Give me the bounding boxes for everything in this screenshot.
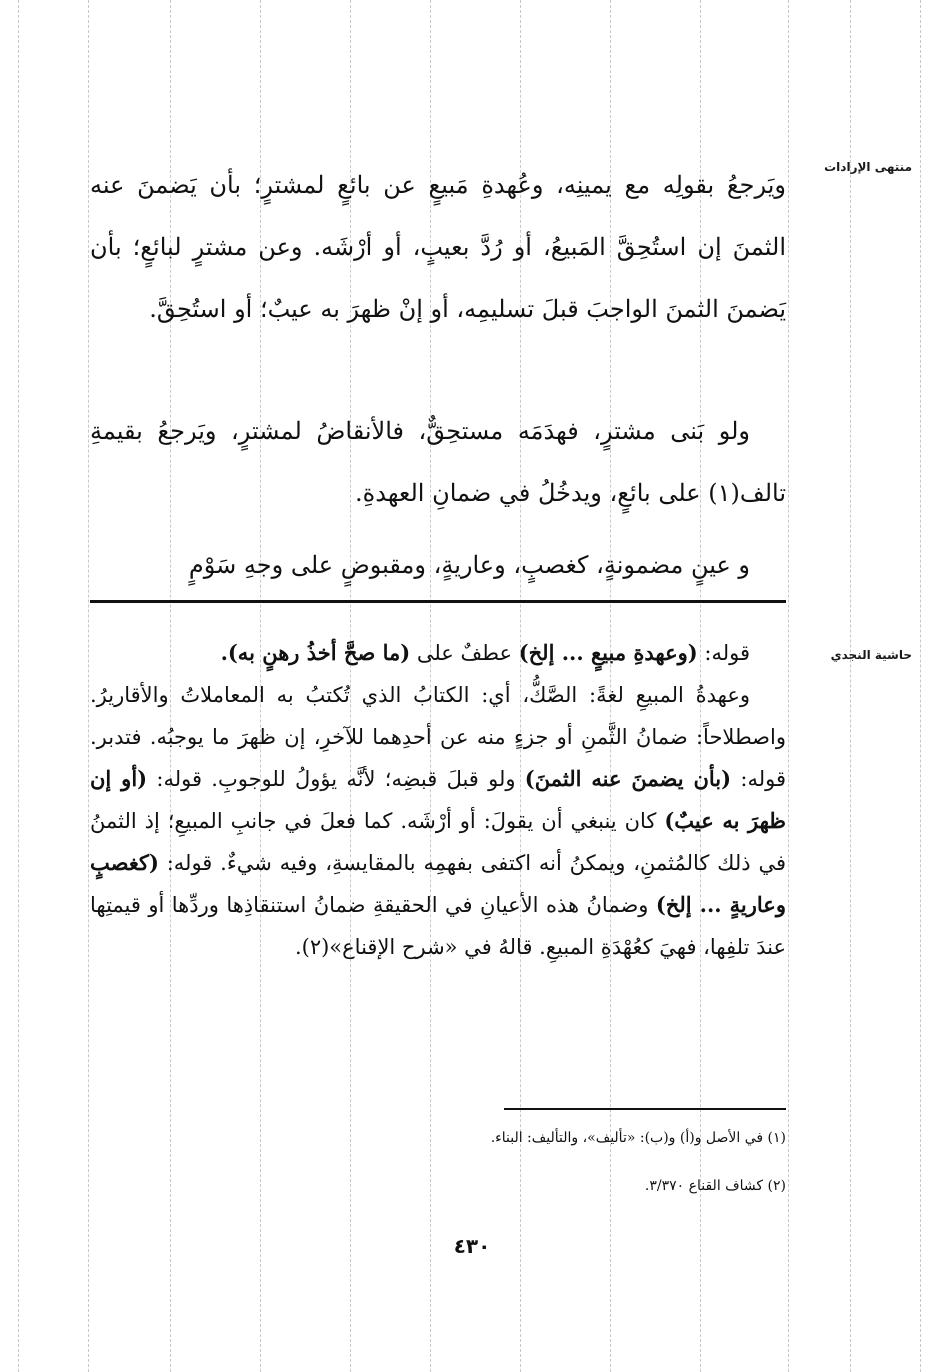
guide-line — [850, 0, 851, 1372]
hashiya-text: وضمانُ هذه الأعيانِ في الحقيقةِ ضمانُ استنقاذِها وردِّها أو قيمتِها عندَ تلفِها، فهيَ كعُهْدَةِ المبيعِ. قالهُ في «شرح الإقناع»(٢). — [90, 893, 786, 959]
hashiya-line-1 — [90, 632, 786, 674]
guide-line — [788, 0, 789, 1372]
matn-paragraph-2 — [90, 400, 786, 524]
hashiya-quote: (وعهدةِ مبيعٍ ... إلخ) — [518, 640, 698, 665]
guide-line — [920, 0, 921, 1372]
hashiya-quote: (أو إن ظهرَ به عيبٌ) — [90, 766, 786, 833]
footnote-divider — [504, 1108, 786, 1110]
matn-para-3-text: و عينٍ مضمونةٍ، كغصبٍ، وعاريةٍ، ومقبوضٍ على وجهِ سَوْمٍ — [188, 551, 750, 579]
matn-para-2-text: ولو بَنى مشترٍ، فهدَمَه مستحِقٌّ، فالأنقاضُ لمشترٍ، ويَرجعُ بقيمةِ تالف(١) على بائعٍ، ويدخُلُ في ضمانِ العهدةِ. — [90, 417, 786, 507]
hashiya-text: قوله: — [697, 641, 750, 665]
hashiya-text: ولو قبلَ قبضِه؛ لأنَّه يؤولُ للوجوبِ. قوله: — [147, 767, 525, 791]
footnote-2: (٢) كشاف القناع ٣/٣٧٠. — [644, 1178, 786, 1194]
matn-paragraph-3 — [90, 540, 786, 590]
hashiya-quote: (بأن يضمنَ عنه الثمنَ) — [524, 766, 732, 791]
guide-line — [18, 0, 19, 1372]
side-label-matn: منتهى الإرادات — [824, 160, 912, 174]
footnotes — [300, 1124, 786, 1220]
page-number: ٤٣٠ — [453, 1234, 491, 1258]
hashiya-paragraph-2 — [90, 674, 786, 968]
hashiya-quote: (كغصبٍ وعاريةٍ ... إلخ) — [90, 850, 786, 917]
guide-line — [88, 0, 89, 1372]
hashiya-text: عطفٌ على — [410, 641, 519, 665]
footnote-1: (١) في الأصل و(أ) و(ب): «تأليف»، والتأليف: البناء. — [490, 1130, 786, 1146]
matn-para-1-text: ويَرجعُ بقولِه مع يمينِه، وعُهدةِ مَبيعٍ عن بائعٍ لمشترٍ؛ بأن يَضمنَ عنه الثمنَ إن استُحِقَّ المَبيعُ، أو رُدَّ بعيبٍ، أو أرْشَه. وعن مشترٍ لبائعٍ؛ بأن يَضمنَ الثمنَ الواجبَ قبلَ تسليمِه، أو إنْ ظهرَ به عيبٌ؛ أو استُحِقَّ. — [90, 171, 786, 323]
matn-paragraph-1 — [90, 154, 786, 340]
hashiya-quote: (ما صحَّ أخذُ رهنٍ به). — [220, 640, 411, 665]
hashiya-text: وعهدةُ المبيعِ لغةً: الصَّكُّ، أي: الكتابُ الذي تُكتبُ به المعاملاتُ والأقاريرُ. واصطلاحاً: ضمانُ الثَّمنِ أو جزءٍ منه عن أحدِهما للآخرِ، إن ظهرَ ما يوجبُه. فتدبر. قوله: — [90, 683, 786, 791]
side-label-hashiya: حاشية النجدي — [830, 648, 912, 662]
hashiya-body — [90, 632, 786, 968]
hashiya-text: كان ينبغي أن يقولَ: أو أرْشَه. كما فعلَ في جانبِ المبيعِ؛ إذ الثمنُ في ذلك كالمُثمنِ، ويمكنُ أنه اكتفى بفهمِه بالمقايسةِ، وفيه شيءٌ. قوله: — [90, 809, 786, 875]
section-divider — [90, 600, 786, 603]
